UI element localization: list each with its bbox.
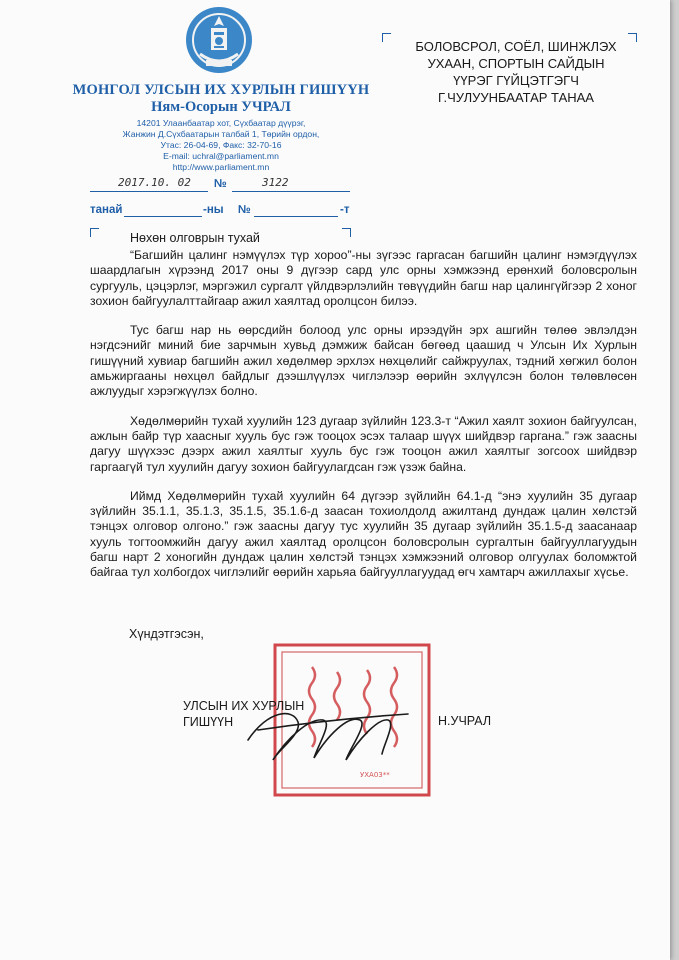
- recipient-line: ҮҮРЭГ ГҮЙЦЭТГЭГЧ: [453, 73, 579, 88]
- ref-date-underline: [124, 202, 202, 217]
- email-line: E-mail: uchral@parliament.mn: [163, 151, 279, 161]
- signatory-title-line: ГИШҮҮН: [183, 715, 234, 729]
- org-name: МОНГОЛ УЛСЫН ИХ ХУРЛЫН ГИШҮҮН: [72, 82, 370, 98]
- recipient-corner-mark: [382, 33, 391, 42]
- recipient-line: БОЛОВСРОЛ, СОЁЛ, ШИНЖЛЭХ: [415, 39, 617, 54]
- number-underline: [232, 177, 350, 192]
- body-paragraph: “Багшийн цалинг нэмүүлэх түр хороо”-ны зүгээс гаргасан багшийн цалинг нэмэгдүүлэх шаардлагын хүрээнд 2017 оны 9 дүгээр сард улс орны хэмжээнд ерөнхий боловсролын сургууль, цэцэрлэг, мэргэжил сургалт үйлдвэрлэлийн төвүүдийн багш нар цалингүйгээр 2 хоног зохион байгуулалттайгаар ажил хаялтад оролцсон билээ.: [90, 248, 637, 308]
- subject-corner-mark: [342, 228, 351, 237]
- ref-label-your: танай: [90, 204, 123, 216]
- ref-label-to: -т: [340, 204, 350, 216]
- handwritten-signature: [238, 700, 418, 770]
- date-handwritten: 2017.10. 02: [118, 176, 191, 189]
- ref-number-underline: [254, 202, 338, 217]
- body-paragraph: Тус багш нар нь өөрсдийн болоод улс орны ирээдүйн эрх ашгийн төлөө эвлэлдэн нэгдсэнийг миний бие зарчмын хувьд дэмжиж байсан бөгөөд цаашид ч Улсын Их Хурлын гишүүний хувиар багшийн ажил хөдөлмөр эрхлэх нөхцөлийг сайжруулах, тэдний хөгжил болон амьжиргааны нөхцөл байдлыг дээшлүүлэх чиглэлээр өөрийн эхлүүлсэн болон төлөвлөсөн ажлуудыг хэрэгжүүлэх болно.: [90, 323, 637, 399]
- stamp-code: УХА03**: [360, 771, 390, 779]
- recipient-line: УХААН, СПОРТЫН САЙДЫН: [427, 56, 605, 71]
- phone-line: Утас: 26-04-69, Факс: 32-70-16: [160, 140, 282, 150]
- number-sign: №: [214, 178, 227, 190]
- body-paragraph: Иймд Хөдөлмөрийн тухай хуулийн 64 дүгээр зүйлийн 64.1-д “энэ хуулийн 35 дугаар зүйлийн 35.1.1, 35.1.3, 35.1.5, 35.1.6-д заасан тохиолдолд ажилтанд дундаж цалин хөлстэй тэнцэх олговор олгоно.” гэж заасны дагуу тус хуулийн 35 дугаар зүйлийн 35.1.5-д заасанаар хууль тогтоомжийн дагуу ажил хаялтад оролцсон боловсролын сургалтын байгууллагуудын багш нарт 2 хоногийн дундаж цалин хөлстэй тэнцэх хэмжээний олговор олгуулах боломжтой байгаа тул холбогдох чиглэлийг өөрийн харьяа байгууллагуудад өгч хамтарч ажиллахыг хүсье.: [90, 488, 637, 580]
- body-paragraph: Хөдөлмөрийн тухай хуулийн 123 дугаар зүйлийн 123.3-т “Ажил хаялт зохион байгуулсан, ажлын байр түр хаасныг хууль бус гэж тооцох эсэх талаар шүүх шийдвэр гаргана.” гэж заасны дагуу шүүхээс дээрх ажил хаялтыг хууль бус гэж тооцон ажил хаялтыг зогсоох шийдвэр гаргаагүй тул хуулийн дагуу зохион байгуулагдсан гэж үзэж байна.: [90, 413, 637, 474]
- letter-subject: Нөхөн олговрын тухай: [130, 231, 260, 245]
- member-name: Ням-Осорын УЧРАЛ: [151, 99, 291, 115]
- recipient-line: Г.ЧУЛУУНБААТАР ТАНАА: [438, 90, 594, 105]
- address-line: 14201 Улаанбаатар хот, Сүхбаатар дүүрэг,: [136, 118, 306, 128]
- subject-corner-mark: [90, 228, 99, 237]
- letter-body: [90, 248, 637, 595]
- closing-salutation: Хүндэтгэсэн,: [129, 627, 204, 641]
- soyombo-emblem-icon: [184, 4, 254, 78]
- website-line: http://www.parliament.mn: [172, 162, 270, 172]
- recipient-block: [392, 38, 640, 106]
- address-line: Жанжин Д.Сүхбаатарын талбай 1, Төрийн ордон,: [122, 129, 320, 139]
- number-handwritten: 3122: [262, 176, 289, 189]
- signatory-name: Н.УЧРАЛ: [438, 714, 492, 728]
- ref-label-of: -ны: [203, 204, 224, 216]
- ref-number-sign: №: [238, 204, 251, 216]
- signatory-title-line: УЛСЫН ИХ ХУРЛЫН: [183, 699, 305, 713]
